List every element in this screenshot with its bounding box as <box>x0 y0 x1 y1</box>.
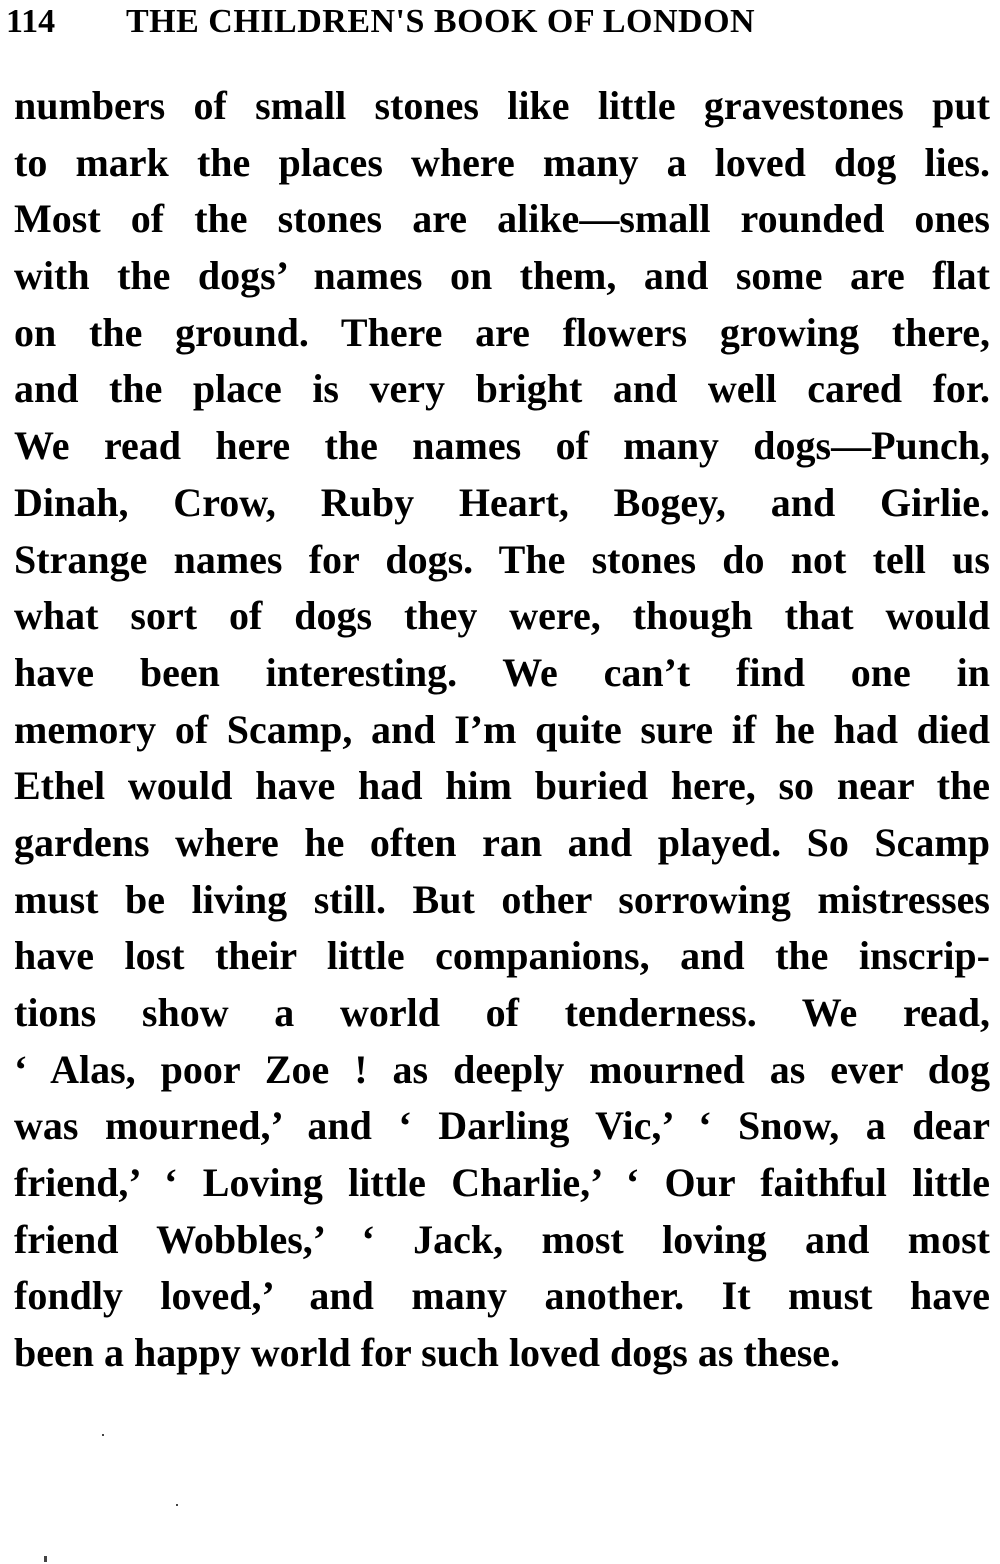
text-line: tions show a world of tenderness. We read, <box>14 990 990 1035</box>
text-line: on the ground. There are flowers growing there, <box>14 309 990 355</box>
scan-speck <box>176 1504 178 1506</box>
scan-speck <box>44 1556 47 1562</box>
text-line: We read here the names of many dogs—Punch, <box>14 423 990 469</box>
text-line: numbers of small stones like little gravestones put <box>14 83 990 128</box>
text-line: Most of the stones are alike—small rounded ones <box>14 196 990 242</box>
text-line: memory of Scamp, and I’m quite sure if he had died <box>14 706 990 752</box>
text-line: have been interesting. We can’t find one in <box>14 649 990 695</box>
text-line: friend,’ ‘ Loving little Charlie,’ ‘ Our faithful little <box>14 1160 990 1206</box>
text-line: Ethel would have had him buried here, so near the <box>14 763 990 809</box>
page-number: 114 <box>6 3 56 40</box>
text-line: ‘ Alas, poor Zoe ! as deeply mourned as ever dog <box>14 1046 990 1092</box>
text-line: Strange names for dogs. The stones do not tell us <box>14 536 990 582</box>
running-head <box>6 2 755 42</box>
text-line: have lost their little companions, and the inscrip- <box>14 933 990 979</box>
text-line: been a happy world for such loved dogs as these. <box>14 1330 841 1376</box>
scan-speck <box>102 1434 104 1436</box>
text-line: Dinah, Crow, Ruby Heart, Bogey, and Girlie. <box>14 479 990 525</box>
text-line: what sort of dogs they were, though that would <box>14 593 990 639</box>
text-line: friend Wobbles,’ ‘ Jack, most loving and most <box>14 1216 990 1262</box>
text-line: to mark the places where many a loved dog lies. <box>14 139 990 185</box>
text-line: fondly loved,’ and many another. It must have <box>14 1273 990 1319</box>
text-line: gardens where he often ran and played. So Scamp <box>14 819 990 865</box>
text-line: must be living still. But other sorrowing mistresses <box>14 876 990 922</box>
running-title: THE CHILDREN'S BOOK OF LONDON <box>126 3 756 40</box>
text-line: and the place is very bright and well cared for. <box>14 366 990 412</box>
text-line: with the dogs’ names on them, and some are flat <box>14 253 990 299</box>
body-text <box>14 78 990 1382</box>
text-line: was mourned,’ and ‘ Darling Vic,’ ‘ Snow, a dear <box>14 1103 990 1149</box>
